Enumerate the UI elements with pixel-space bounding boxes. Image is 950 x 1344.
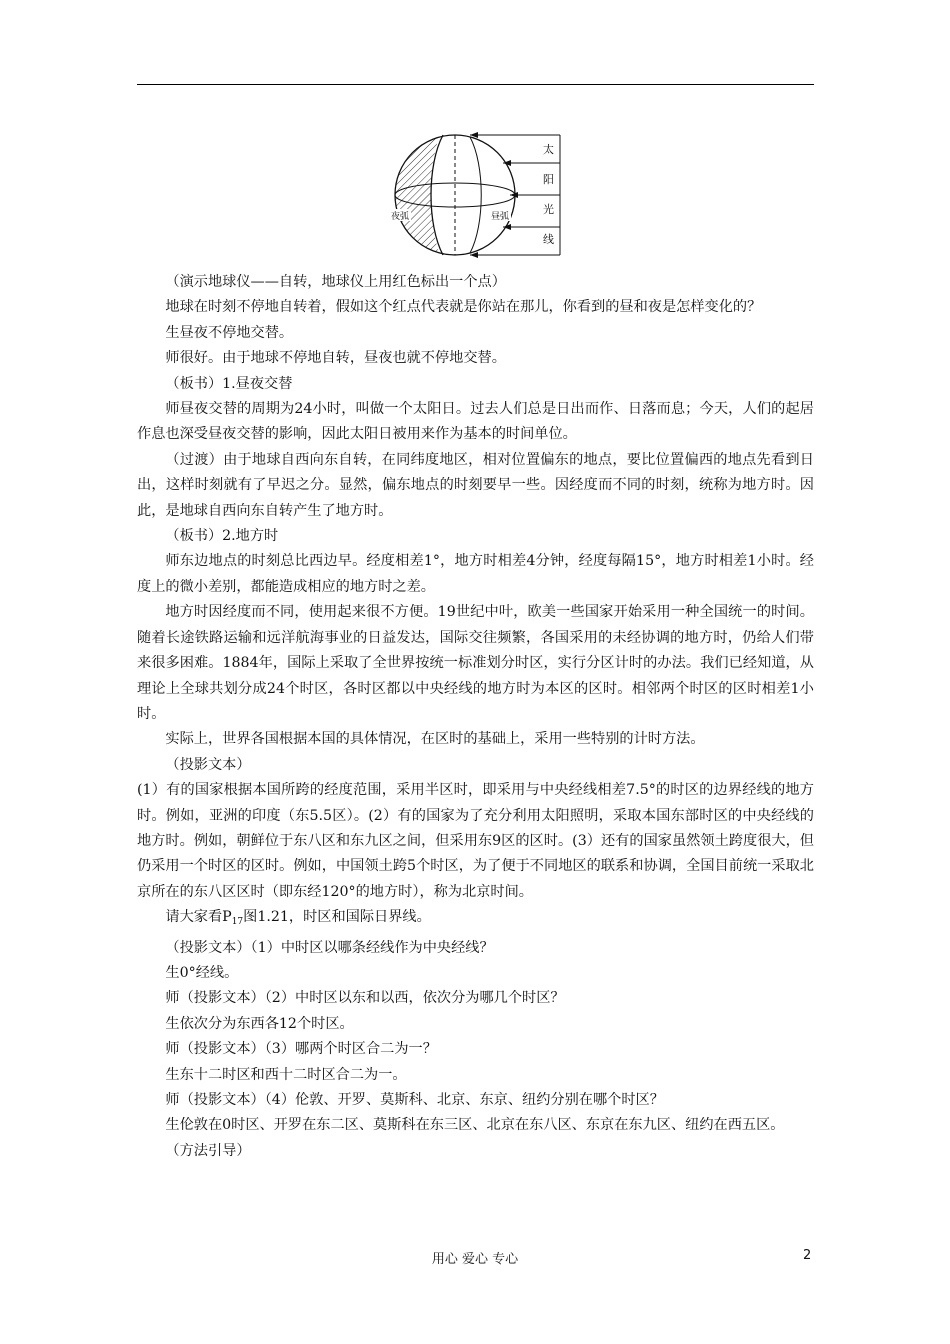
night-side-shading [395, 125, 443, 265]
paragraph: （演示地球仪——自转，地球仪上用红色标出一个点） [165, 274, 506, 290]
paragraph: 生伦敦在0时区、开罗在东二区、莫斯科在东三区、北京在东八区、东京在东九区、纽约在西五区。 [165, 1117, 785, 1134]
paragraph: 师东边地点的时刻总比西边早。经度相差1°，地方时相差4分钟，经度每隔15°，地方时相差1小时。经度上的微小差别，都能造成相应的地方时之差。 [137, 553, 814, 595]
paragraph: （板书）2.地方时 [165, 528, 279, 545]
paragraph: 生依次分为东西各12个时区。 [165, 1015, 354, 1032]
paragraph: 师很好。由于地球不停地自转，昼夜也就不停地交替。 [165, 350, 506, 367]
earth-day-night-diagram [385, 125, 565, 265]
paragraph: （投影文本）（1）中时区以哪条经线作为中央经线？ [165, 939, 494, 956]
paragraph: （板书）1.昼夜交替 [165, 375, 293, 392]
meridian-arc [470, 137, 481, 253]
header-rule [137, 84, 814, 85]
paragraph: 生东十二时区和西十二时区合二为一。 [165, 1066, 407, 1083]
day-arc-label: 昼弧 [491, 212, 510, 222]
paragraph: （过渡）由于地球自西向东自转，在同纬度地区，相对位置偏东的地点，要比位置偏西的地点先看到日出，这样时刻就有了早迟之分。显然，偏东地点的时刻要早一些。因经度而不同的时刻，统称为地方时。因此，是地球自西向东自转产生了地方时。 [137, 451, 814, 519]
sunlight-char-3: 光 [543, 203, 554, 216]
paragraph: 地方时因经度而不同，使用起来很不方便。19世纪中叶，欧美一些国家开始采用一种全国统一的时间。随着长途铁路运输和远洋航海事业的日益发达，国际交往频繁，各国采用的未经协调的地方时，仍给人们带来很多困难。1884年，国际上采取了全世界按统一标准划分时区，实行分区计时的办法。我们已经知道，从理论上全球共划分成24个时区，各时区都以中央经线的地方时为本区的区时。相邻两个时区的区时相差1小时。 [137, 604, 814, 722]
paragraph: 师（投影文本）（2）中时区以东和以西，依次分为哪几个时区？ [165, 990, 565, 1007]
paragraph: （方法引导） [165, 1142, 251, 1159]
paragraph: （投影文本） [165, 756, 251, 773]
paragraph: 师昼夜交替的周期为24小时，叫做一个太阳日。过去人们总是日出而作、日落而息；今天，人们的起居作息也深受昼夜交替的影响，因此太阳日被用来作为基本的时间单位。 [137, 401, 814, 443]
sunlight-char-4: 线 [543, 233, 554, 246]
paragraph: 地球在时刻不停地自转着，假如这个红点代表就是你站在那儿，你看到的昼和夜是怎样变化的？ [165, 299, 762, 316]
paragraph: 师（投影文本）（4）伦敦、开罗、莫斯科、北京、东京、纽约分别在哪个时区？ [165, 1092, 664, 1108]
paragraph: 实际上，世界各国根据本国的具体情况，在区时的基础上，采用一些特别的计时方法。 [165, 731, 705, 748]
paragraph: 师（投影文本）（3）哪两个时区合二为一？ [165, 1041, 437, 1058]
body-text [137, 270, 814, 1164]
figure-reference [137, 905, 814, 935]
paragraph: 生昼夜不停地交替。 [165, 324, 294, 341]
paragraph: (1）有的国家根据本国所跨的经度范围，采用半区时，即采用与中央经线相差7.5°的时区的边界经线的地方时。例如，亚洲的印度（东5.5区）。(2）有的国家为了充分利用太阳照明，采取本国东部时区的中央经线的地方时。例如，朝鲜位于东八区和东九区之间，但采用东9区的区时。(3）还有的国家虽然领土跨度很大，但仍采用一个时区的区时。例如，中国领土跨5个时区，为了便于不同地区的联系和协调，全国目前统一采取北京所在的东八区区时（即东经120°的地方时），称为北京时间。 [137, 782, 814, 900]
sunlight-char-1: 太 [543, 143, 554, 156]
page-number: 2 [803, 1248, 812, 1263]
footer-motto: 用心 爱心 专心 [431, 1252, 519, 1267]
night-arc-label: 夜弧 [391, 212, 410, 222]
paragraph: 生0°经线。 [165, 964, 239, 981]
figure-ref-before: 请大家看P [165, 909, 232, 926]
sunlight-char-2: 阳 [543, 173, 554, 186]
figure-ref-page: 17 [231, 917, 244, 928]
figure-ref-after: 图1.21，时区和国际日界线。 [243, 909, 431, 926]
